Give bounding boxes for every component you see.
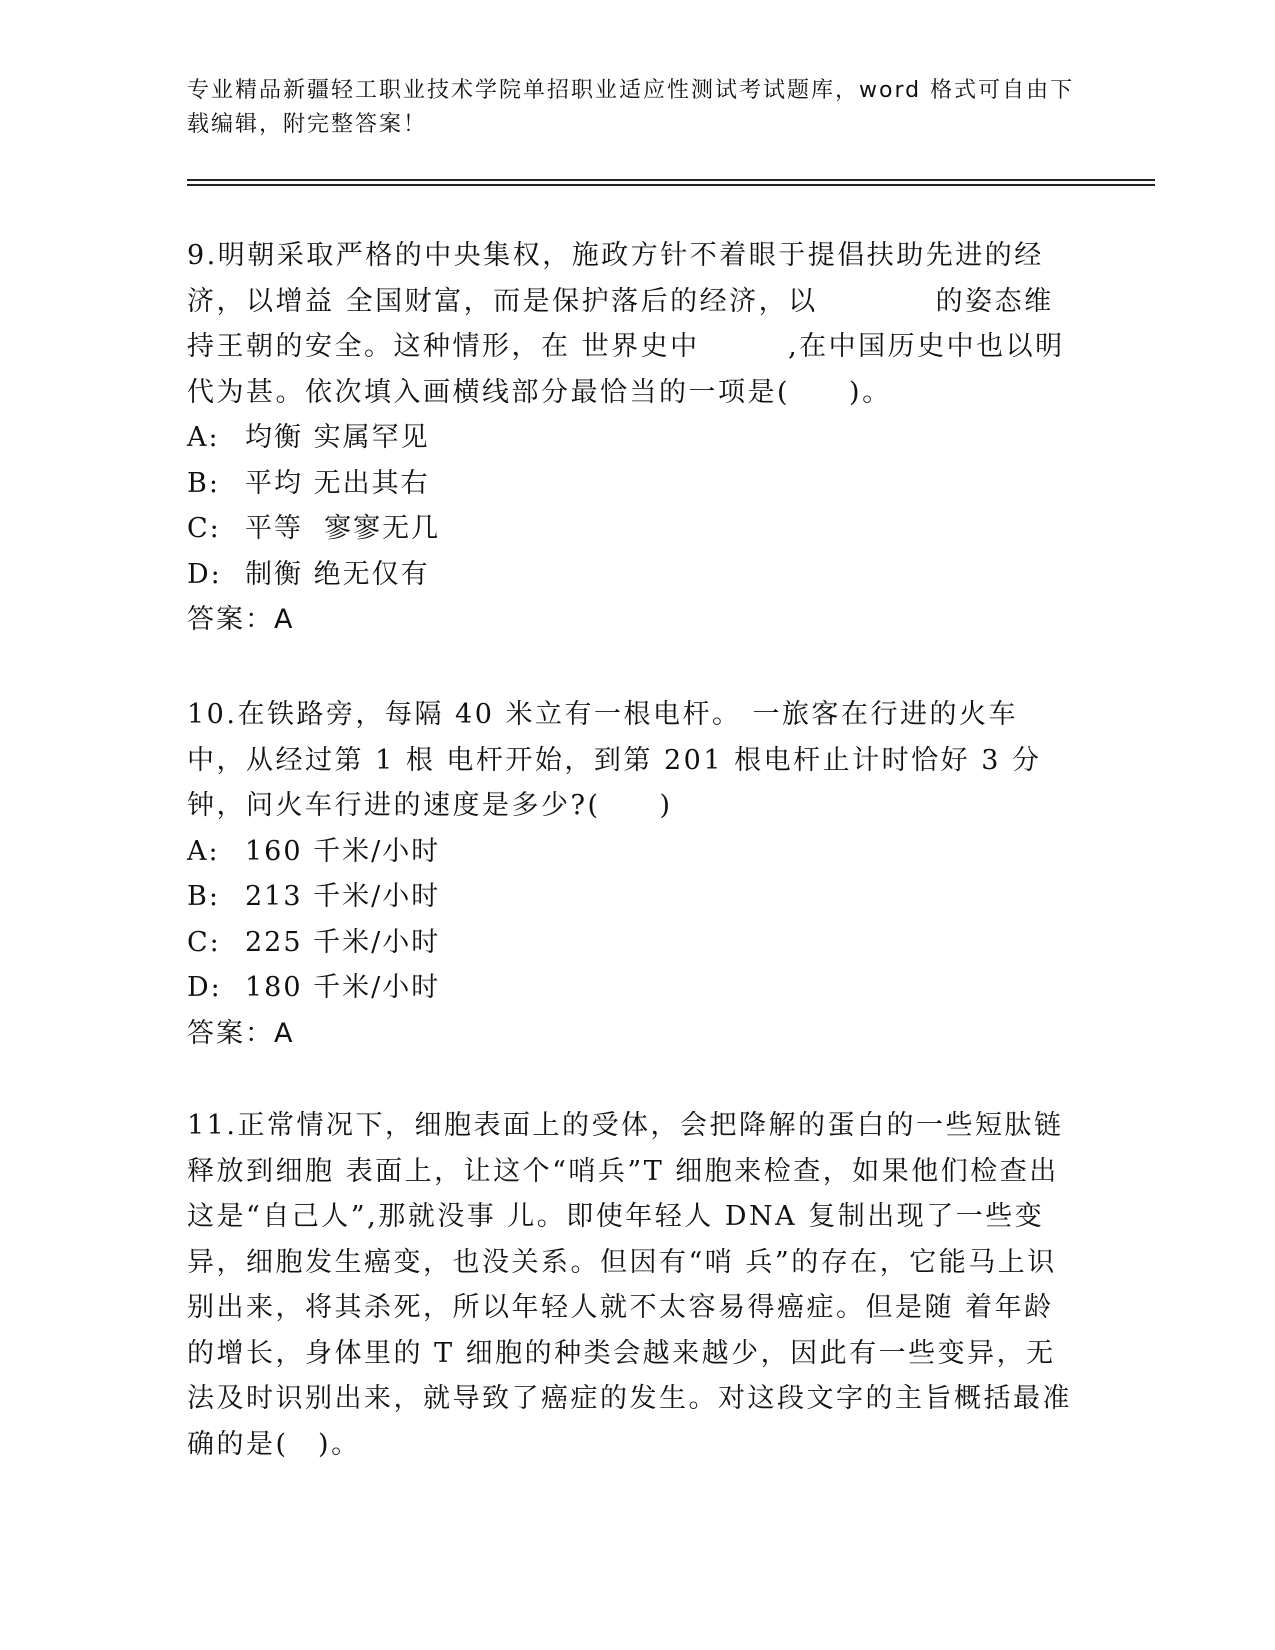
question-11: [187, 1103, 1077, 1467]
option-letter: C:: [187, 513, 221, 544]
option-text: 均衡 实属罕见: [245, 422, 430, 453]
option-letter: B:: [187, 881, 220, 912]
option-letter: D:: [187, 558, 222, 590]
option-b: [187, 461, 1077, 507]
question-text: 10.在铁路旁，每隔 40 米立有一根电杆。 一旅客在行进的火车中，从经过第 1 根 电杆开始，到第 201 根电杆止计时恰好 3 分钟，问火车行进的速度是多少?( ): [187, 699, 1042, 821]
option-text: 213 千米/小时: [245, 881, 441, 912]
document-header: 专业精品新疆轻工职业技术学院单招职业适应性测试考试题库，word 格式可自由下载编辑，附完整答案！: [187, 78, 1075, 137]
option-b: [187, 874, 1077, 920]
option-letter: B:: [187, 467, 220, 499]
option-letter: A:: [187, 422, 220, 453]
question-text: 11.正常情况下，细胞表面上的受体，会把降解的蛋白的一些短肽链释放到细胞 表面上，让这个“哨兵”T 细胞来检查，如果他们检查出这是“自己人”,那就没事 儿。即使年轻人 DNA 复制出现了一些变异，细胞发生癌变，也没关系。但因有“哨 兵”的存在，它能马上识别出来，将其杀死，所以年轻人就不太容易得癌症。但是随 着年龄的增长，身体里的 T 细胞的种类会越来越少，因此有一些变异，无法及时识别出来，就导致了癌症的发生。对这段文字的主旨概括最准确的是( )。: [187, 1110, 1072, 1460]
option-a: [187, 829, 1077, 875]
option-d: [187, 552, 1077, 598]
option-text: 225 千米/小时: [245, 926, 441, 958]
option-text: 160 千米/小时: [245, 835, 441, 867]
question-text: 9.明朝采取严格的中央集权，施政方针不着眼于提倡扶助先进的经济，以增益 全国财富，而是保护落后的经济，以 的姿态维持王朝的安全。这种情形，在 世界史中 ,在中国历史中也以明代为甚。依次填入画横线部分最恰当的一项是( )。: [187, 240, 1065, 408]
answer-line: 答案：A: [187, 604, 295, 635]
option-letter: D:: [187, 972, 222, 1003]
question-9: [187, 233, 1077, 643]
option-text: 制衡 绝无仅有: [245, 558, 430, 590]
option-letter: C:: [187, 926, 221, 958]
option-letter: A:: [187, 835, 220, 867]
header-rule-top: [187, 179, 1155, 181]
answer-line: 答案：A: [187, 1017, 295, 1049]
option-c: [187, 920, 1077, 966]
option-d: [187, 965, 1077, 1011]
header-rule-bottom: [187, 184, 1155, 186]
option-text: 180 千米/小时: [245, 972, 441, 1003]
question-10: [187, 692, 1077, 1056]
option-text: 平等 寥寥无几: [245, 513, 441, 544]
option-text: 平均 无出其右: [245, 467, 430, 499]
option-c: [187, 506, 1077, 552]
option-a: [187, 415, 1077, 461]
